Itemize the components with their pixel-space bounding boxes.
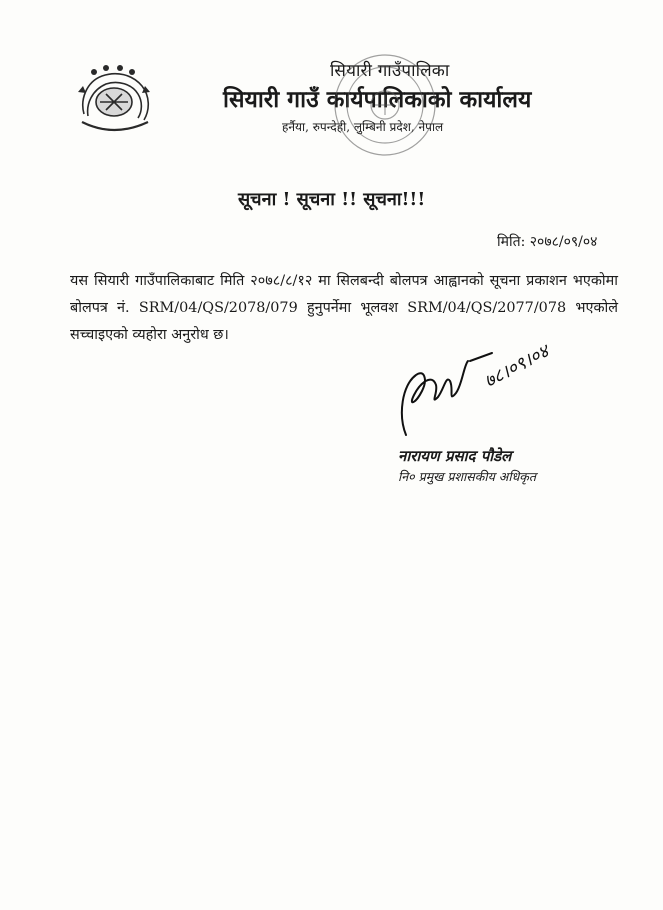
- handwritten-date: ७८।०९।०४: [480, 340, 553, 393]
- office-stamp-icon: [330, 50, 440, 160]
- municipality-name: सियारी गाउँपालिका: [330, 61, 450, 81]
- signer-title: नि० प्रमुख प्रशासकीय अधिकृत: [398, 469, 536, 484]
- notice-date: मिति: २०७८/०९/०४: [497, 234, 598, 250]
- office-name: सियारी गाउँ कार्यपालिकाको कार्यालय: [223, 86, 532, 113]
- notice-title: सूचना ! सूचना !! सूचना!!!: [238, 189, 426, 210]
- notice-body: यस सियारी गाउँपालिकाबाट मिति २०७८/८/१२ मा सिलबन्दी बोलपत्र आह्वानको सूचना प्रकाशन भएकोमा बोलपत्र नं. SRM/04/QS/2078/079 हुनुपर्नेमा भूलवश SRM/04/QS/2077/078 भएकोले सच्चाइएको व्यहोरा अनुरोध छ।: [70, 273, 618, 343]
- nepal-emblem-icon: [72, 62, 156, 138]
- signer-name: नारायण प्रसाद पौडेल: [398, 447, 512, 465]
- office-address: हर्नैया, रुपन्देही, लुम्बिनी प्रदेश, नेपाल: [282, 120, 444, 134]
